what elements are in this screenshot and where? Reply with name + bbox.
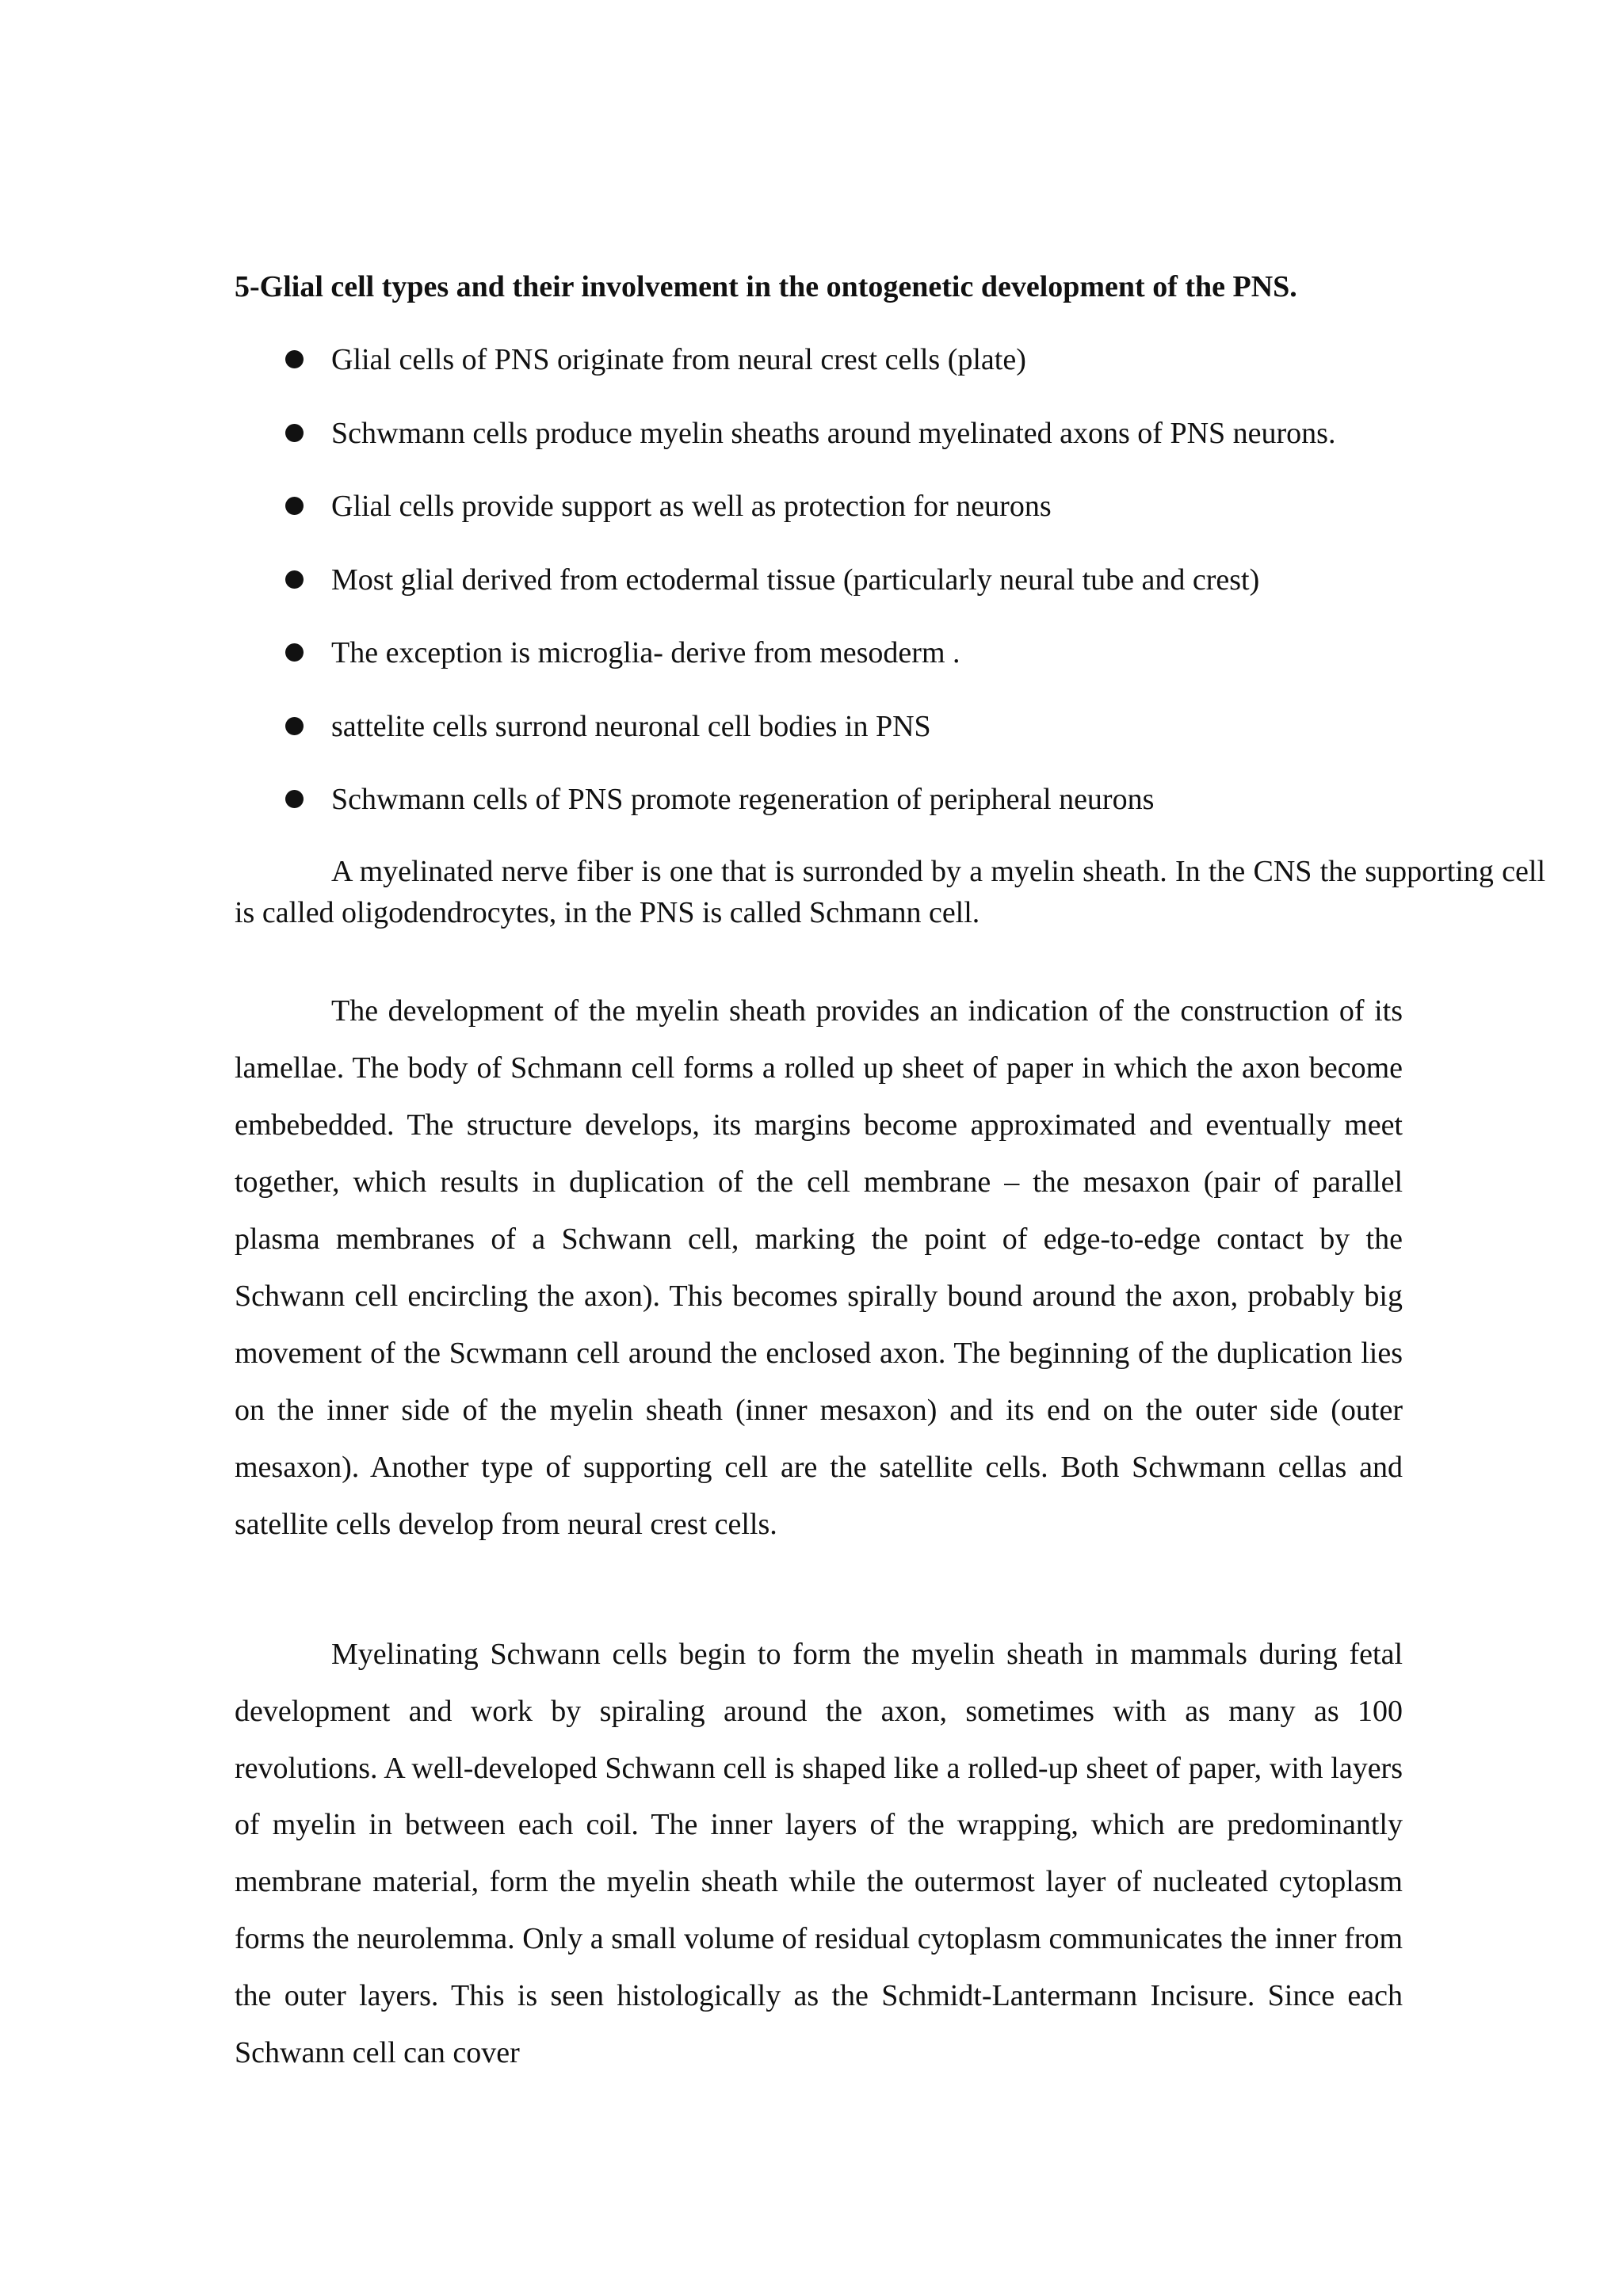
bullet-icon — [285, 790, 304, 808]
list-item — [235, 413, 1471, 486]
bullet-text: The exception is microglia- derive from mesoderm . — [331, 636, 960, 669]
list-item — [235, 559, 1471, 633]
bullet-text: Schwmann cells produce myelin sheaths around myelinated axons of PNS neurons. — [331, 416, 1336, 450]
section-heading: 5-Glial cell types and their involvement in the ontogenetic development of the PNS. — [235, 270, 1297, 303]
list-item — [235, 779, 1471, 852]
list-item — [235, 486, 1471, 559]
bullet-icon — [285, 497, 304, 515]
bullet-icon — [285, 424, 304, 442]
bullet-icon — [285, 717, 304, 735]
list-item — [235, 706, 1471, 780]
bullet-text: Glial cells of PNS originate from neural crest cells (plate) — [331, 343, 1026, 376]
bullet-text: Glial cells provide support as well as protection for neurons — [331, 490, 1052, 523]
bullet-icon — [285, 643, 304, 662]
bullet-text: Most glial derived from ectodermal tissue (particularly neural tube and crest) — [331, 563, 1260, 597]
bullet-icon — [285, 350, 304, 368]
bullet-icon — [285, 570, 304, 589]
bullet-list — [235, 339, 1471, 852]
bullet-text: sattelite cells surrond neuronal cell bodies in PNS — [331, 709, 931, 743]
bullet-text: Schwmann cells of PNS promote regeneration of peripheral neurons — [331, 783, 1155, 816]
list-item — [235, 339, 1471, 413]
list-item — [235, 632, 1471, 706]
paragraph-myelinating-schwann-cells: Myelinating Schwann cells begin to form the myelin sheath in mammals during fetal development and work by spiraling around the axon, sometimes with as many as 100 revolutions. A well-developed Schwann cell is shaped like a rolled-up sheet of paper, with layers of myelin in between each coil. The inner layers of the wrapping, which are predominantly membrane material, form the myelin sheath while the outermost layer of nucleated cytoplasm forms the neurolemma. Only a small volume of residual cytoplasm communicates the inner from the outer layers. This is seen histologically as the Schmidt-Lantermann Incisure. Since each Schwann cell can cover — [235, 1638, 1403, 2069]
paragraph-myelinated-fiber: A myelinated nerve fiber is one that is surronded by a myelin sheath. In the CNS the supporting cell is called oligodendrocytes, in the PNS is called Schmann cell. — [235, 855, 1545, 929]
paragraph-myelin-development: The development of the myelin sheath provides an indication of the construction of its lamellae. The body of Schmann cell forms a rolled up sheet of paper in which the axon become embebedded. The structure develops, its margins become approximated and eventually meet together, which results in duplication of the cell membrane – the mesaxon (pair of parallel plasma membranes of a Schwann cell, marking the point of edge-to-edge contact by the Schwann cell encircling the axon). This becomes spirally bound around the axon, probably big movement of the Scwmann cell around the enclosed axon. The beginning of the duplication lies on the inner side of the myelin sheath (inner mesaxon) and its end on the outer side (outer mesaxon). Another type of supporting cell are the satellite cells. Both Schwmann cellas and satellite cells develop from neural crest cells. — [235, 994, 1403, 1541]
